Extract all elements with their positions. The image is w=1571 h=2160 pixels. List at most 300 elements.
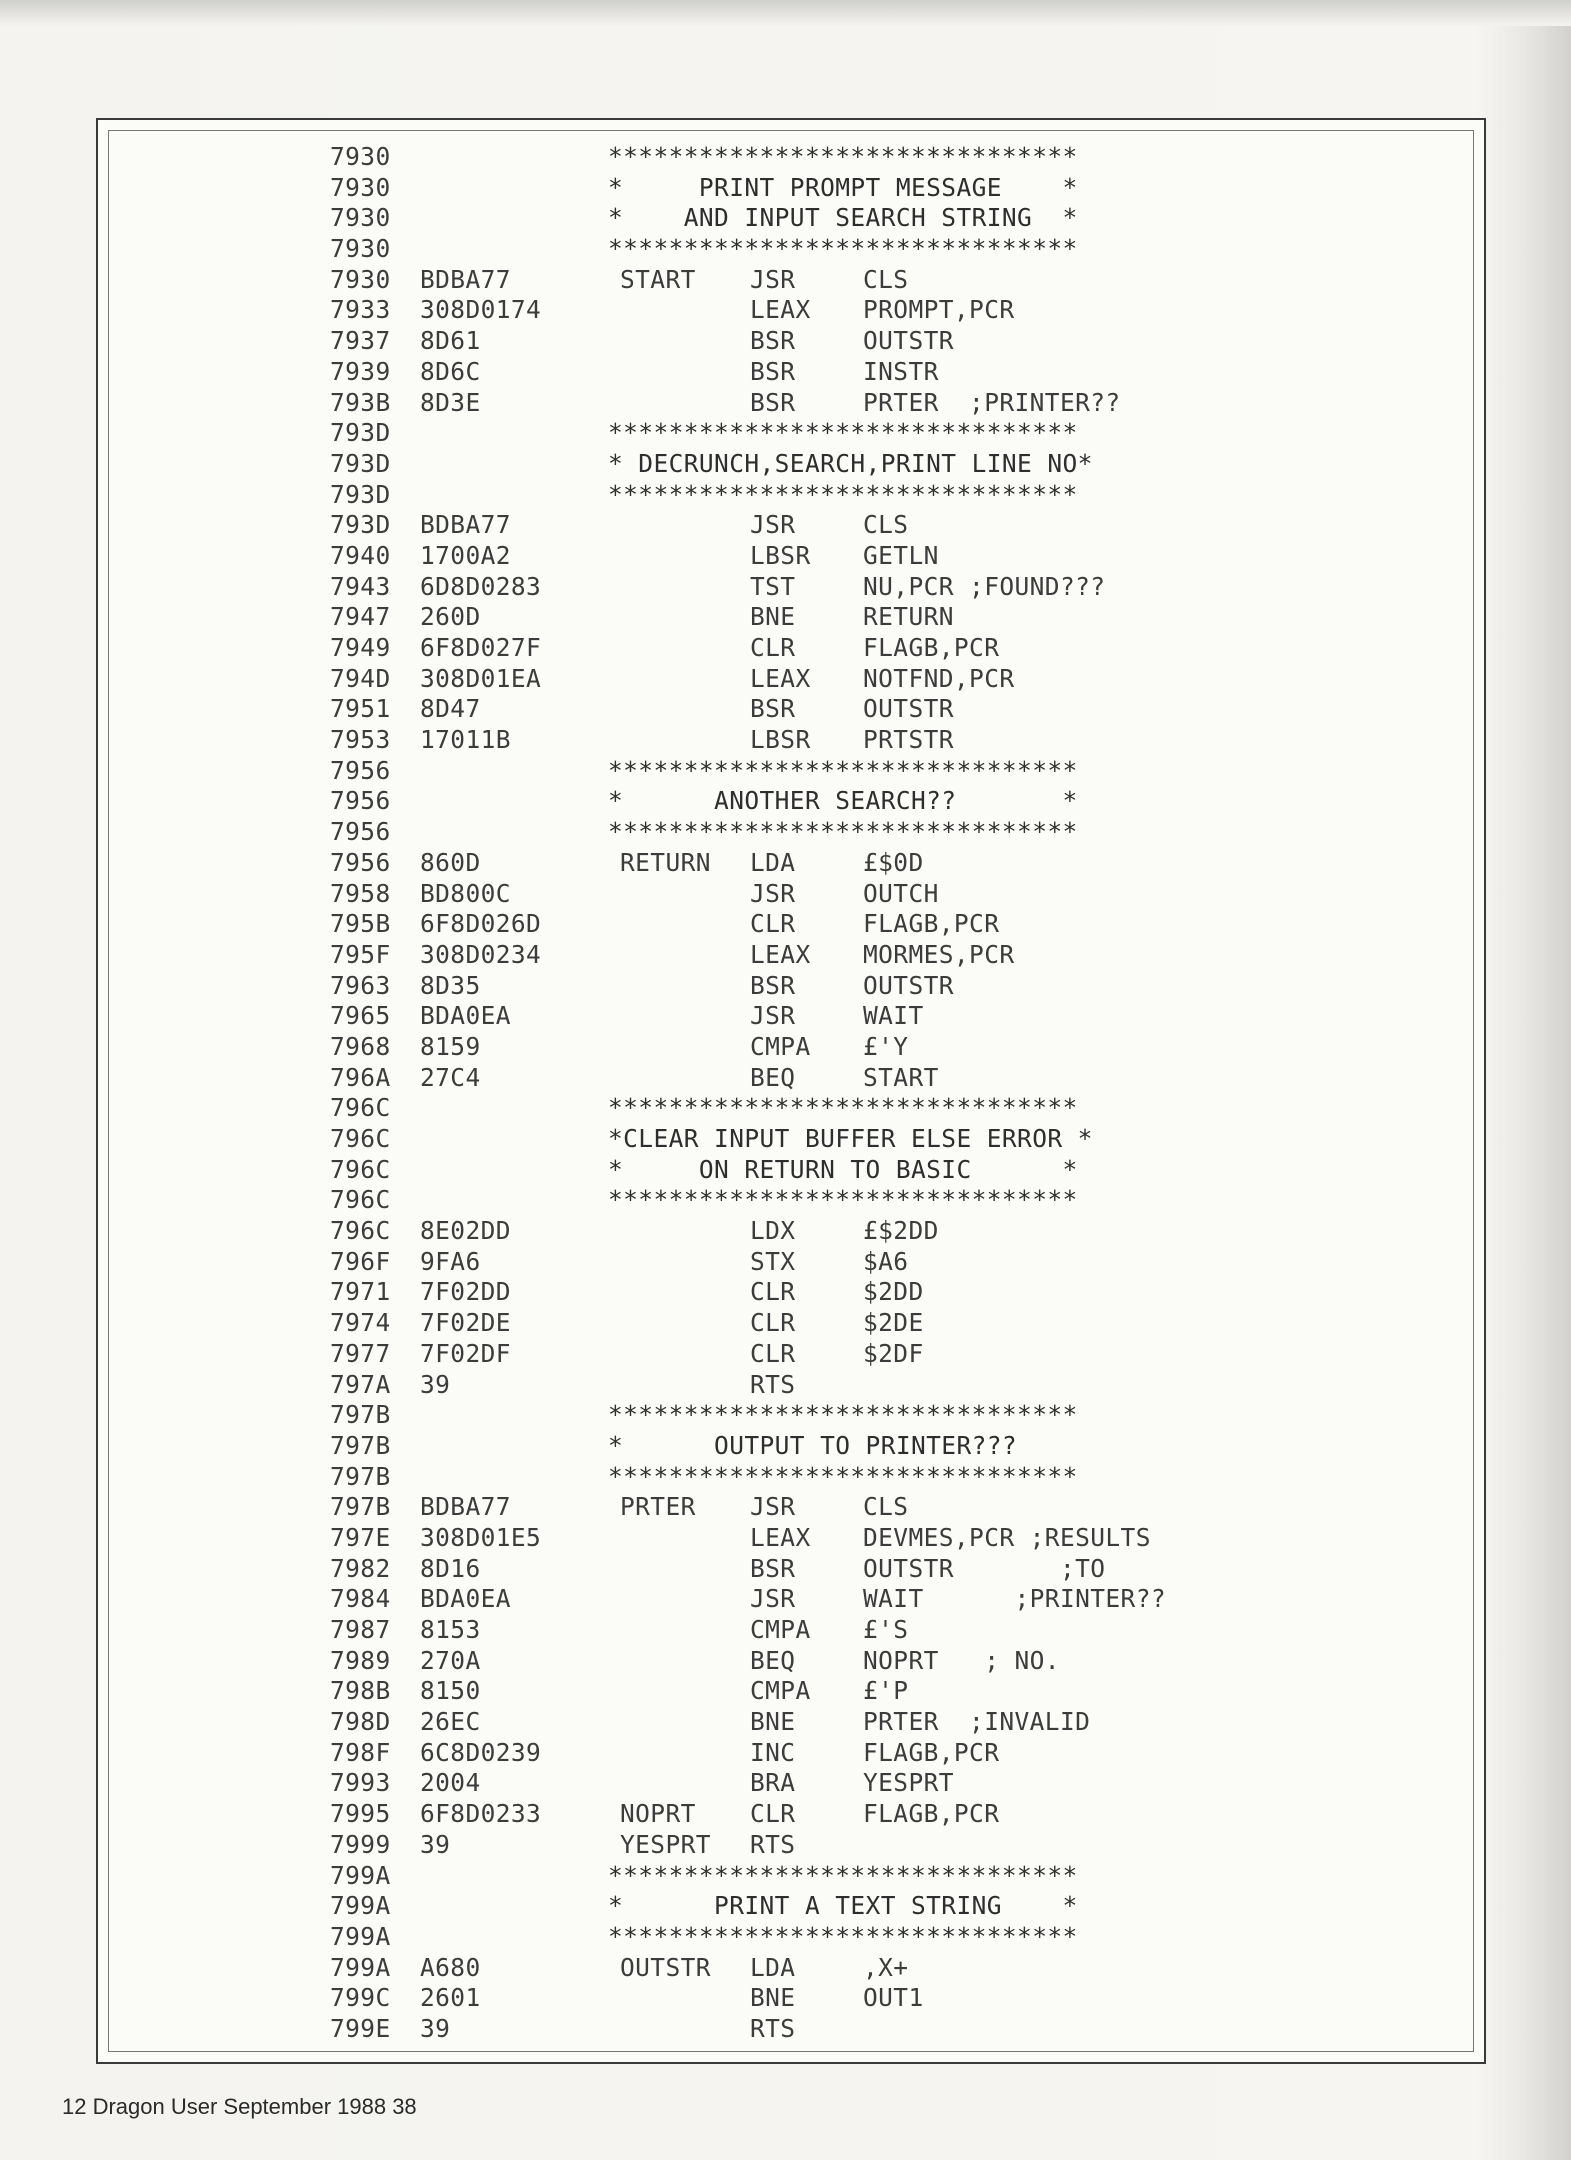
object-code: 308D0234 [420, 939, 542, 969]
page-top-edge [0, 0, 1571, 26]
line-label [620, 1554, 750, 1585]
line-address: 796A [330, 1062, 391, 1092]
comment-banner: ******************************* [608, 479, 1078, 509]
line-label [620, 909, 750, 940]
object-code: 260D [420, 602, 481, 632]
opcode: LDA [750, 1952, 796, 1982]
opcode: INC [750, 1737, 796, 1767]
line-address: 796C [330, 1216, 391, 1246]
listing-line [330, 1830, 1243, 1861]
listing-line [330, 1063, 1243, 1094]
operand: MORMES,PCR [863, 939, 1015, 969]
comment-banner: * ANOTHER SEARCH?? * [608, 786, 1078, 816]
object-code: 39 [420, 1829, 451, 1859]
listing-line [330, 1891, 1243, 1922]
object-code: 8153 [420, 1615, 481, 1644]
operand: PRTSTR [863, 725, 954, 755]
listing-line [330, 203, 1243, 234]
operand: £'P [863, 1676, 909, 1706]
line-label [620, 572, 750, 603]
line-address: 793D [330, 418, 391, 448]
line-spacer [420, 1431, 620, 1462]
line-spacer [420, 203, 620, 234]
object-code: 308D01EA [420, 663, 542, 693]
operand: DEVMES,PCR ;RESULTS [863, 1522, 1151, 1552]
listing-line [330, 541, 1243, 572]
line-label [620, 940, 750, 971]
line-address: 797B [330, 1430, 391, 1460]
line-address: 7943 [330, 571, 391, 601]
object-code: BDBA77 [420, 1492, 511, 1522]
listing-line [330, 2014, 1243, 2045]
operand: OUTCH [863, 878, 939, 908]
comment-banner: ******************************* [608, 234, 1078, 264]
opcode: JSR [750, 1001, 796, 1031]
listing-line [330, 265, 1243, 296]
comment-banner: ******************************* [608, 142, 1078, 171]
opcode: BSR [750, 326, 796, 356]
operand: OUTSTR [863, 970, 954, 1000]
line-address: 7987 [330, 1615, 391, 1644]
line-label [620, 694, 750, 725]
listing-line [330, 449, 1243, 480]
opcode: BRA [750, 1768, 796, 1798]
line-address: 7930 [330, 264, 391, 294]
listing-line [330, 756, 1243, 787]
line-label [620, 1001, 750, 1032]
operand: OUTSTR [863, 326, 954, 356]
operand: £$2DD [863, 1216, 939, 1246]
page-footer: 12 Dragon User September 1988 38 [62, 2094, 417, 2119]
line-spacer [420, 1124, 620, 1155]
line-address: 799A [330, 1952, 391, 1982]
listing-line [330, 1615, 1243, 1646]
line-spacer [420, 234, 620, 265]
object-code: 8D61 [420, 326, 481, 356]
line-address: 795F [330, 939, 391, 969]
comment-banner: * OUTPUT TO PRINTER??? [608, 1430, 1018, 1460]
opcode: BSR [750, 356, 796, 386]
operand: £'Y [863, 1031, 909, 1061]
line-label [620, 1707, 750, 1738]
listing-line [330, 1400, 1243, 1431]
comment-banner: * AND INPUT SEARCH STRING * [608, 203, 1078, 233]
operand: GETLN [863, 540, 939, 570]
listing-line [330, 1093, 1243, 1124]
listing-line [330, 1216, 1243, 1247]
operand: RETURN [863, 602, 954, 632]
line-address: 793D [330, 448, 391, 478]
line-spacer [420, 449, 620, 480]
object-code: 7F02DE [420, 1308, 511, 1338]
operand: £$0D [863, 847, 924, 877]
line-label [620, 1339, 750, 1370]
opcode: BEQ [750, 1062, 796, 1092]
opcode: JSR [750, 510, 796, 540]
comment-banner: ******************************* [608, 1093, 1078, 1123]
object-code: 308D01E5 [420, 1522, 542, 1552]
line-address: 796F [330, 1246, 391, 1276]
operand: OUTSTR ;TO [863, 1553, 1106, 1583]
operand [863, 2014, 1243, 2045]
line-spacer [420, 142, 620, 173]
line-spacer [420, 1093, 620, 1124]
line-label [620, 971, 750, 1002]
line-spacer [420, 1891, 620, 1922]
line-label [620, 1983, 750, 2014]
listing-line [330, 357, 1243, 388]
listing-line [330, 572, 1243, 603]
opcode: CLR [750, 909, 796, 939]
object-code: 8159 [420, 1031, 481, 1061]
listing-line [330, 1462, 1243, 1493]
line-label: PRTER [620, 1492, 696, 1522]
line-spacer [420, 1861, 620, 1892]
line-label [620, 1646, 750, 1677]
listing-line [330, 1308, 1243, 1339]
listing-line [330, 173, 1243, 204]
line-label [620, 388, 750, 419]
line-label [620, 1063, 750, 1094]
line-address: 7982 [330, 1553, 391, 1583]
operand: NU,PCR ;FOUND??? [863, 571, 1106, 601]
line-label [620, 879, 750, 910]
opcode: CLR [750, 1308, 796, 1338]
operand: WAIT [863, 1001, 924, 1031]
opcode: RTS [750, 2013, 796, 2043]
line-spacer [420, 1922, 620, 1953]
object-code: 8150 [420, 1676, 481, 1706]
line-label: OUTSTR [620, 1952, 711, 1982]
listing-line [330, 510, 1243, 541]
listing-line [330, 725, 1243, 756]
line-address: 793D [330, 510, 391, 540]
line-label [620, 295, 750, 326]
line-address: 7940 [330, 540, 391, 570]
listing-line [330, 1492, 1243, 1523]
object-code: 6C8D0239 [420, 1737, 542, 1767]
object-code: 17011B [420, 725, 511, 755]
object-code: BD800C [420, 878, 511, 908]
opcode: CLR [750, 1799, 796, 1829]
listing-line [330, 786, 1243, 817]
listing-box [96, 118, 1486, 2064]
object-code: 26EC [420, 1707, 481, 1737]
opcode: LDA [750, 847, 796, 877]
object-code: 6F8D027F [420, 633, 542, 662]
comment-banner: ******************************* [608, 1461, 1078, 1491]
line-address: 793B [330, 387, 391, 417]
object-code: 39 [420, 1369, 451, 1399]
listing-line [330, 1247, 1243, 1278]
line-address: 7937 [330, 326, 391, 356]
opcode: TST [750, 571, 796, 601]
operand: PROMPT,PCR [863, 295, 1015, 325]
opcode: BNE [750, 602, 796, 632]
line-address: 797B [330, 1400, 391, 1430]
line-address: 797B [330, 1461, 391, 1491]
line-address: 796C [330, 1124, 391, 1153]
line-address: 797B [330, 1492, 391, 1522]
line-label [620, 1032, 750, 1063]
listing-line [330, 1554, 1243, 1585]
line-label [620, 1308, 750, 1339]
line-address: 7984 [330, 1584, 391, 1614]
listing-line [330, 1124, 1243, 1155]
object-code: BDBA77 [420, 510, 511, 540]
line-spacer [420, 786, 620, 817]
line-address: 7971 [330, 1277, 391, 1307]
line-address: 7963 [330, 970, 391, 1000]
object-code: 270A [420, 1645, 481, 1675]
listing-line [330, 664, 1243, 695]
line-address: 798F [330, 1737, 391, 1767]
line-spacer [420, 756, 620, 787]
line-spacer [420, 1400, 620, 1431]
line-label [620, 633, 750, 664]
operand: YESPRT [863, 1768, 954, 1798]
line-label [620, 1370, 750, 1401]
line-spacer [420, 1185, 620, 1216]
listing-line [330, 1707, 1243, 1738]
opcode: LEAX [750, 295, 811, 325]
comment-banner: * ON RETURN TO BASIC * [608, 1154, 1078, 1184]
opcode: CMPA [750, 1676, 811, 1706]
listing-line [330, 1584, 1243, 1615]
operand: ,X+ [863, 1952, 909, 1982]
line-address: 796C [330, 1154, 391, 1184]
line-address: 797A [330, 1369, 391, 1399]
operand: $2DF [863, 1338, 924, 1368]
listing-line [330, 142, 1243, 173]
line-spacer [420, 1155, 620, 1186]
listing-line [330, 326, 1243, 357]
listing-line [330, 1523, 1243, 1554]
opcode: STX [750, 1246, 796, 1276]
opcode: CMPA [750, 1615, 811, 1644]
listing-line [330, 940, 1243, 971]
line-address: 7930 [330, 234, 391, 264]
line-address: 798B [330, 1676, 391, 1706]
listing-line [330, 1799, 1243, 1830]
listing-line [330, 602, 1243, 633]
line-address: 799E [330, 2013, 391, 2043]
line-label [620, 510, 750, 541]
operand: OUT1 [863, 1983, 924, 2013]
object-code: 8E02DD [420, 1216, 511, 1246]
opcode: BNE [750, 1707, 796, 1737]
listing-line [330, 1339, 1243, 1370]
line-label [620, 1584, 750, 1615]
line-label [620, 357, 750, 388]
listing-line [330, 1953, 1243, 1984]
opcode: BSR [750, 694, 796, 724]
listing-line [330, 1277, 1243, 1308]
object-code: 2601 [420, 1983, 481, 2013]
line-label [620, 1738, 750, 1769]
line-address: 7974 [330, 1308, 391, 1338]
line-address: 799A [330, 1921, 391, 1951]
listing-line [330, 1155, 1243, 1186]
opcode: BSR [750, 387, 796, 417]
line-address: 7956 [330, 847, 391, 877]
assembly-listing [330, 142, 1243, 2045]
listing-line [330, 879, 1243, 910]
line-address: 7930 [330, 203, 391, 233]
operand: CLS [863, 1492, 909, 1522]
line-label [620, 326, 750, 357]
operand: NOPRT ; NO. [863, 1645, 1060, 1675]
line-address: 7989 [330, 1645, 391, 1675]
operand: NOTFND,PCR [863, 663, 1015, 693]
line-address: 799A [330, 1891, 391, 1921]
line-address: 7993 [330, 1768, 391, 1798]
opcode: LBSR [750, 725, 811, 755]
object-code: 2004 [420, 1768, 481, 1798]
comment-banner: * PRINT PROMPT MESSAGE * [608, 172, 1078, 202]
line-address: 7951 [330, 694, 391, 724]
line-spacer [420, 1462, 620, 1493]
line-address: 795B [330, 909, 391, 939]
comment-banner: *CLEAR INPUT BUFFER ELSE ERROR * [608, 1124, 1093, 1153]
object-code: 8D35 [420, 970, 481, 1000]
operand: $2DE [863, 1308, 924, 1338]
object-code: 860D [420, 847, 481, 877]
line-spacer [420, 817, 620, 848]
operand: INSTR [863, 356, 939, 386]
line-address: 799C [330, 1983, 391, 2013]
operand: FLAGB,PCR [863, 909, 1000, 939]
object-code: 6F8D026D [420, 909, 542, 939]
opcode: LEAX [750, 1522, 811, 1552]
operand: OUTSTR [863, 694, 954, 724]
line-address: 794D [330, 663, 391, 693]
listing-line [330, 909, 1243, 940]
line-label [620, 725, 750, 756]
line-address: 7930 [330, 142, 391, 171]
object-code: 7F02DD [420, 1277, 511, 1307]
opcode: BSR [750, 970, 796, 1000]
object-code: 8D6C [420, 356, 481, 386]
comment-banner: ******************************* [608, 1921, 1078, 1951]
opcode: CMPA [750, 1031, 811, 1061]
line-label [620, 1277, 750, 1308]
operand: START [863, 1062, 939, 1092]
comment-banner: * PRINT A TEXT STRING * [608, 1891, 1078, 1921]
object-code: 6D8D0283 [420, 571, 542, 601]
listing-line [330, 1768, 1243, 1799]
opcode: BNE [750, 1983, 796, 2013]
line-address: 796C [330, 1185, 391, 1215]
object-code: BDA0EA [420, 1584, 511, 1614]
line-label [620, 2014, 750, 2045]
line-label [620, 664, 750, 695]
line-spacer [420, 418, 620, 449]
operand: CLS [863, 264, 909, 294]
line-label: NOPRT [620, 1799, 696, 1829]
object-code: 9FA6 [420, 1246, 481, 1276]
opcode: JSR [750, 264, 796, 294]
comment-banner: * DECRUNCH,SEARCH,PRINT LINE NO* [608, 448, 1093, 478]
opcode: BEQ [750, 1645, 796, 1675]
opcode: LBSR [750, 540, 811, 570]
comment-banner: ******************************* [608, 1185, 1078, 1215]
listing-line [330, 1676, 1243, 1707]
object-code: BDBA77 [420, 264, 511, 294]
operand: FLAGB,PCR [863, 1799, 1000, 1829]
line-address: 7977 [330, 1338, 391, 1368]
comment-banner: ******************************* [608, 755, 1078, 785]
object-code: 27C4 [420, 1062, 481, 1092]
listing-line [330, 418, 1243, 449]
listing-line [330, 1032, 1243, 1063]
listing-line [330, 1370, 1243, 1401]
line-label [620, 1523, 750, 1554]
line-label [620, 1615, 750, 1646]
opcode: JSR [750, 878, 796, 908]
operand: WAIT ;PRINTER?? [863, 1584, 1167, 1614]
line-address: 796C [330, 1093, 391, 1123]
line-label [620, 1216, 750, 1247]
line-label [620, 1676, 750, 1707]
line-label: START [620, 264, 696, 294]
operand: FLAGB,PCR [863, 1737, 1000, 1767]
comment-banner: ******************************* [608, 817, 1078, 847]
listing-line [330, 694, 1243, 725]
listing-line [330, 234, 1243, 265]
line-label [620, 1247, 750, 1278]
opcode: RTS [750, 1829, 796, 1859]
line-address: 7939 [330, 356, 391, 386]
operand [863, 1370, 1243, 1401]
object-code: 1700A2 [420, 540, 511, 570]
listing-line [330, 480, 1243, 511]
comment-banner: ******************************* [608, 1860, 1078, 1890]
comment-banner: ******************************* [608, 418, 1078, 448]
listing-line [330, 1431, 1243, 1462]
line-address: 798D [330, 1707, 391, 1737]
line-address: 793D [330, 479, 391, 509]
line-address: 7956 [330, 755, 391, 785]
line-address: 7958 [330, 878, 391, 908]
line-address: 7933 [330, 295, 391, 325]
line-label: YESPRT [620, 1829, 711, 1859]
operand: £'S [863, 1615, 909, 1644]
listing-line [330, 848, 1243, 879]
listing-line [330, 1185, 1243, 1216]
opcode: RTS [750, 1369, 796, 1399]
operand: $A6 [863, 1246, 909, 1276]
opcode: BSR [750, 1553, 796, 1583]
line-address: 7968 [330, 1031, 391, 1061]
line-address: 7930 [330, 172, 391, 202]
opcode: JSR [750, 1492, 796, 1522]
line-label [620, 602, 750, 633]
opcode: LDX [750, 1216, 796, 1246]
listing-line [330, 817, 1243, 848]
operand: $2DD [863, 1277, 924, 1307]
line-address: 7956 [330, 817, 391, 847]
object-code: A680 [420, 1952, 481, 1982]
object-code: 39 [420, 2013, 451, 2043]
opcode: LEAX [750, 939, 811, 969]
opcode: CLR [750, 1338, 796, 1368]
line-address: 7965 [330, 1001, 391, 1031]
object-code: 7F02DF [420, 1338, 511, 1368]
object-code: 8D47 [420, 694, 481, 724]
opcode: CLR [750, 633, 796, 662]
listing-line [330, 1646, 1243, 1677]
